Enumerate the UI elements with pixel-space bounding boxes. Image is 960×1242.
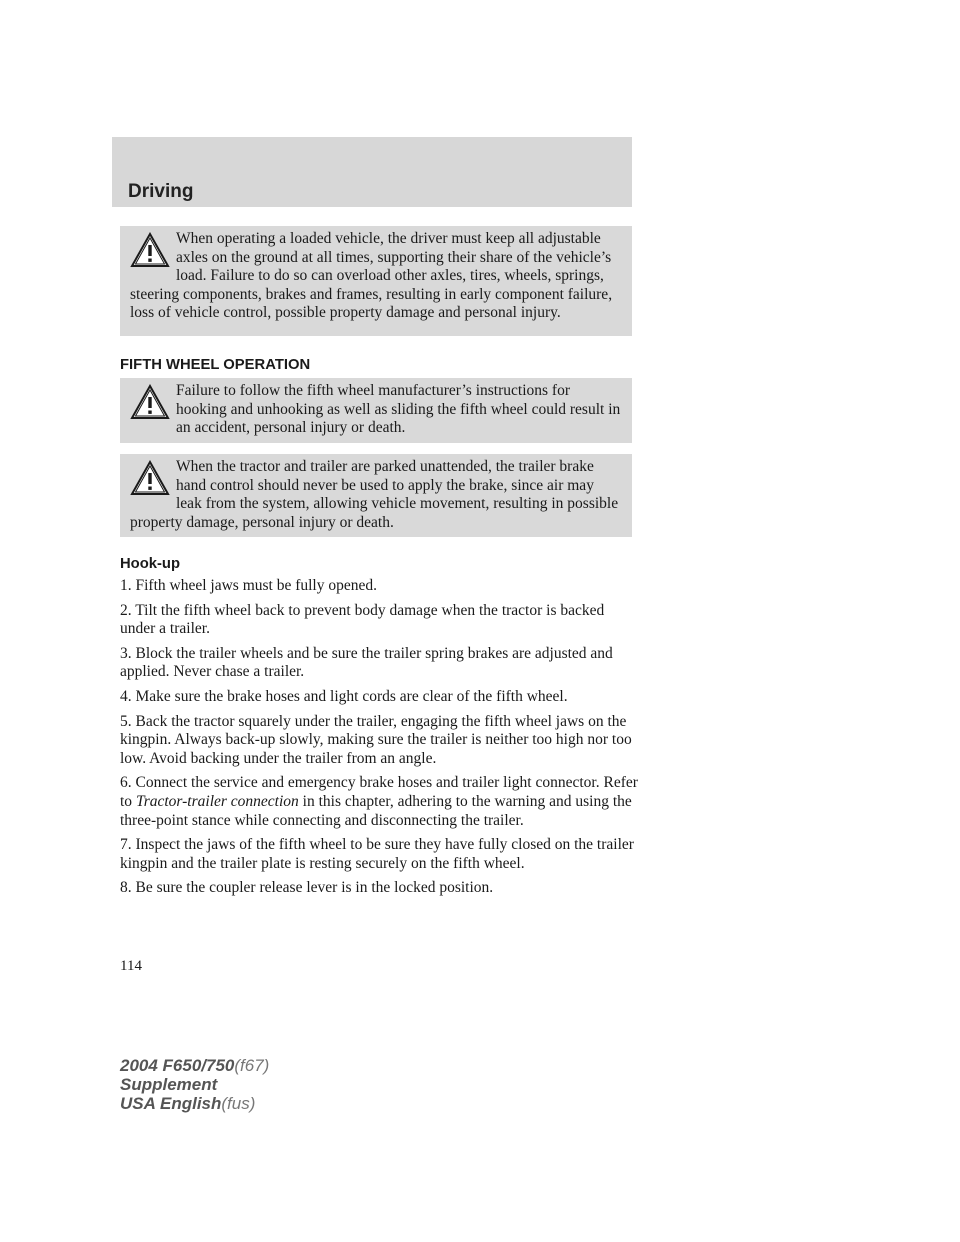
- step-item: 1. Fifth wheel jaws must be fully opened.: [120, 577, 377, 594]
- footer-model-code: (f67): [234, 1056, 270, 1075]
- step-item: 5. Back the tractor squarely under the trailer, engaging the fifth wheel jaws on the kingpin. Always back-up slowly, making sure the trailer is neither too high nor too low. Avoid backing under the trailer from an angle.: [120, 712, 632, 767]
- step-item: 4. Make sure the brake hoses and light cords are clear of the fifth wheel.: [120, 687, 568, 705]
- footer-language-code: (fus): [221, 1094, 256, 1113]
- subheading: Hook-up: [120, 556, 180, 572]
- step-text: in this chapter, adhering to the warning and using the three-point stance while connecting and disconnecting the trailer.: [120, 792, 632, 829]
- warning-text: When operating a loaded vehicle, the driver must keep all adjustable axles on the ground at all times, supporting their share of the vehicle’s load. Failure to do so can overload other axles, tires, wheels, springs, steering components, brakes and frames, resulting in early component failure, loss of vehicle control, possible property damage and personal injury.: [130, 230, 613, 322]
- warning-text: When the tractor and trailer are parked unattended, the trailer brake hand control should never be used to apply the brake, since air may leak from the system, allowing vehicle movement, resulting in possible property damage, personal injury or death.: [130, 458, 619, 531]
- step-item: 7. Inspect the jaws of the fifth wheel to be sure they have fully closed on the trailer kingpin and the trailer plate is resting securely on the fifth wheel.: [120, 836, 634, 872]
- step-item: 2. Tilt the fifth wheel back to prevent body damage when the tractor is backed under a trailer.: [120, 601, 605, 638]
- step-item: 8. Be sure the coupler release lever is in the locked position.: [120, 879, 494, 897]
- warning-text: Failure to follow the fifth wheel manufacturer’s instructions for hooking and unhooking as well as sliding the fifth wheel could result in an accident, personal injury or death.: [176, 382, 621, 437]
- warning-triangle-icon: [130, 460, 170, 496]
- footer-model: 2004 F650/750: [120, 1056, 235, 1075]
- warning-triangle-icon: [130, 384, 170, 420]
- document-footer: [120, 1056, 269, 1113]
- steps-list: [120, 577, 640, 904]
- step-text: 6. Connect the service and emergency brake hoses and trailer light connector. Refer to: [120, 774, 638, 810]
- footer-doc-type: Supplement: [120, 1075, 218, 1094]
- step-item: 3. Block the trailer wheels and be sure the trailer spring brakes are adjusted and applied. Never chase a trailer.: [120, 644, 613, 681]
- warning-box-axles: [120, 226, 632, 336]
- warning-triangle-icon: [130, 232, 170, 268]
- section-heading: FIFTH WHEEL OPERATION: [120, 357, 311, 373]
- chapter-header: [112, 137, 632, 207]
- page-number: 114: [120, 958, 142, 974]
- footer-language: USA English: [120, 1094, 222, 1113]
- warning-box-parked: [120, 454, 632, 537]
- step-item: [120, 774, 640, 830]
- warning-box-fifth-wheel: [120, 378, 632, 443]
- chapter-title: Driving: [128, 181, 194, 202]
- cross-reference: Tractor-trailer connection: [135, 792, 299, 810]
